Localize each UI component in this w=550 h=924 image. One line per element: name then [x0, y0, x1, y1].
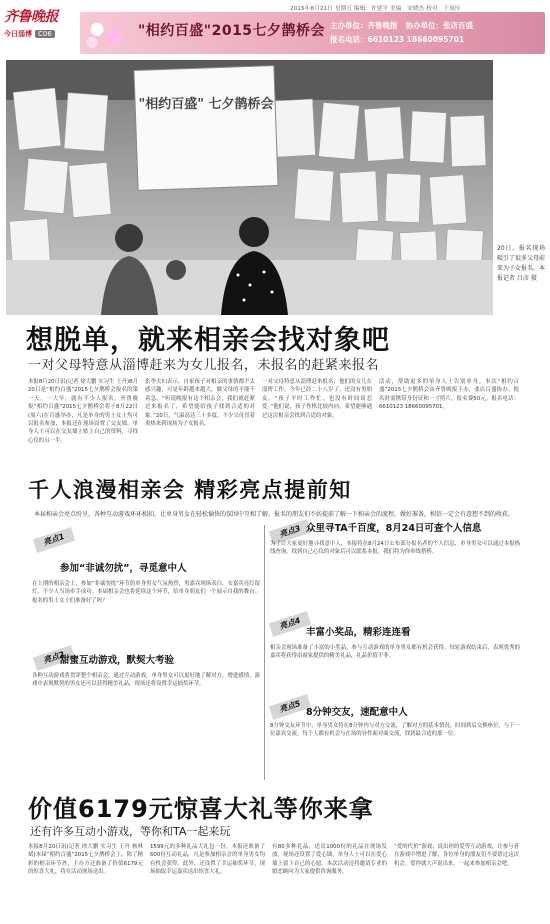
article3-col1: 本报8月20日讯(记者 徐大鹏 实习生 王丹 杨林斌)本届“相约百盛”2015七夕鹊桥会上，除了精彩的相亲环节外，主办方还准备了价值6179元的惊喜大礼，将在活动现场送出。 — [28, 844, 143, 876]
article2-headline: 千人浪漫相亲会 精彩亮点提前知 — [28, 478, 352, 502]
co-organizer: 协办单位：张店百盛 — [405, 21, 473, 30]
point3-text: 为了让大家更好地寻找意中人，本报将在8月24日公布部分报名者的个人信息，单身男女可以通过本报热线查询，找到自己心仪的对象后可以联系本报，我们将为你牵线搭桥。 — [270, 541, 520, 556]
photo-illustration — [6, 60, 493, 315]
newspaper-logo: 齐鲁晚报 — [4, 9, 58, 25]
point4-badge: 亮点4 — [269, 611, 311, 637]
article1-col4: 活动，帮助更多的单身人士告别单身。本次“相约百盛”2015七夕鹊桥会由齐鲁晚报主办，张店百盛协办。报名时需携带身份证和一寸照片，报名费50元。报名电话：6610123 18660095701。 — [379, 379, 519, 411]
page-header — [0, 0, 550, 58]
article1-col3: 一对父母特意从淄博赶来报名，他们的女儿在淄博工作，今年已经二十八岁了，还没有男朋友。“孩子平时工作忙，也没有时间谈恋爱。”他们说，孩子性格比较内向，希望能够通过这次相亲会找到合适的对象。 — [262, 379, 372, 419]
page-number: C06 — [35, 30, 55, 38]
point3-badge: 亮点3 — [269, 519, 311, 545]
masthead — [4, 6, 76, 39]
photo-caption: 20日，报名现场吸引了很多父母前来为子女报名。本报记者 吕彦 摄 — [497, 245, 546, 282]
point1-title: 参加“非诚勿扰”，寻觅意中人 — [60, 563, 187, 574]
flower-decoration-icon — [82, 14, 132, 52]
article3-headline: 价值6179元惊喜大礼等你来拿 — [28, 795, 374, 823]
banner-title: "相约百盛"2015七夕鹊桥会 — [138, 23, 326, 39]
point2-title: 甜蜜互动游戏，默契大考验 — [60, 655, 175, 666]
point1-badge: 亮点1 — [33, 527, 75, 553]
point4-text: 相亲会现场准备了丰富的小奖品，参与互动游戏的单身男女都有机会获得。每轮游戏结束后，表现优秀的嘉宾将获得由商家提供的精美礼品，礼品价值不菲。 — [270, 645, 520, 660]
edition-name: 今日淄博 — [4, 30, 32, 38]
point2-text: 各种互动游戏将贯穿整个相亲会，通过互动游戏，单身男女可以更好地了解对方，增进感情。游戏中表现默契的男女还可以获得精美礼品，现场还将设置幸运抽奖环节。 — [32, 673, 260, 688]
point2-badge: 亮点2 — [33, 645, 75, 671]
dateline: 2015年8月21日 星期五 编辑：许建平 美编：安晓杰 校对：于凤玲 — [290, 6, 461, 12]
organizer: 主办单位：齐鲁晚报 — [330, 21, 398, 30]
point3-title: 众里寻TA千百度，8月24日可查个人信息 — [306, 523, 482, 534]
point5-title: 8分钟交友，速配意中人 — [306, 707, 408, 718]
point1-text: 在上期的相亲会上，参加“非诚勿扰”环节的单身男女气氛热烈，男嘉宾现场表白，女嘉宾亮灯留灯，不少人当场牵手成功。本届相亲会也将延续这个环节，给单身朋友们一个展示自我的舞台。报名的男士女士们准备好了吗？ — [32, 581, 260, 604]
point5-text: 8分钟交友环节中，单身男女将在8分钟内与对方交流，了解对方的基本情况。时间到后交换座位，与下一位嘉宾交流。每个人都有机会与在场的异性面对面交流，找到最合适的那一位。 — [270, 723, 520, 738]
hotline: 报名电话：6610123 18660095701 — [330, 35, 465, 44]
point5-badge: 亮点5 — [269, 694, 311, 720]
event-banner — [80, 12, 545, 54]
sign-text: "相约百盛" 七夕鹊桥会 — [138, 97, 274, 112]
article3-subheadline: 还有许多互动小游戏，等你和TA一起来玩 — [30, 825, 231, 838]
article1-subheadline: 一对父母特意从淄博赶来为女儿报名，未报名的赶紧来报名 — [28, 358, 380, 373]
column-divider — [264, 525, 265, 780]
point4-title: 丰富小奖品，精彩连连看 — [306, 627, 411, 638]
article1-headline: 想脱单，就来相亲会找对象吧 — [26, 325, 390, 356]
article3-col4: “爱的代价”游戏、说出你的爱等互动游戏，让参与者在游戏中增进了解，各位单身的朋友们不要错过这次机会。爱你就大声说出来，一起来参加相亲会吧。 — [394, 844, 519, 867]
article1-col2: 张李夫妇表示，自家孩子对相亲的事情都不太感兴趣，可是年龄越来越大，做父母的不能不着急。“听说晚报有这个相亲会，我们就赶紧过来报名了，希望能给孩子找到合适的对象。”20日，气温高达三十多度，不少父母冒着炎热来到现场为子女报名。 — [145, 379, 255, 428]
article3-col2: 1599元的多种礼品大礼包一份。本报还准备了600份互动礼品，凡是参加相亲会的单身男女均有机会获得。此外，还设置了幸运抽奖环节，现场抽取幸运嘉宾送出惊喜大礼。 — [150, 844, 265, 876]
article1-col1: 本报8月20日讯(记者 徐大鹏 实习生 王丹)8月20日是“相约百盛”2015七夕鹊桥会报名的第一天，一大早，就有不少人报名。齐鲁晚报“相约百盛”2015七夕鹊桥会将于8月22日(周六)在百盛举办，凡是单身的男士女士均可以报名参加，本报还在现场设置了交友墙，单身人士可以在交友墙上贴上自己的资料，寻找心仪的另一半。 — [28, 379, 138, 444]
lead-photo — [6, 60, 493, 315]
article3-col3: 有80多种礼品，送出1000份的礼品在现场发放。现场还设置了爱心墙，单身人士可以在爱心墙上留下自己的心愿。本次活动还将邀请专业的婚恋顾问为大家提供咨询服务。 — [272, 844, 387, 876]
article2-lead: 本届相亲会亮点纷呈，各种互动游戏环环相扣，让单身男女在轻松愉快的氛围中互相了解。报名的朋友们不妨提前了解一下相亲会的流程，做好准备，相信一定会有意想不到的收获。 — [34, 511, 515, 518]
banner-meta — [330, 19, 481, 47]
